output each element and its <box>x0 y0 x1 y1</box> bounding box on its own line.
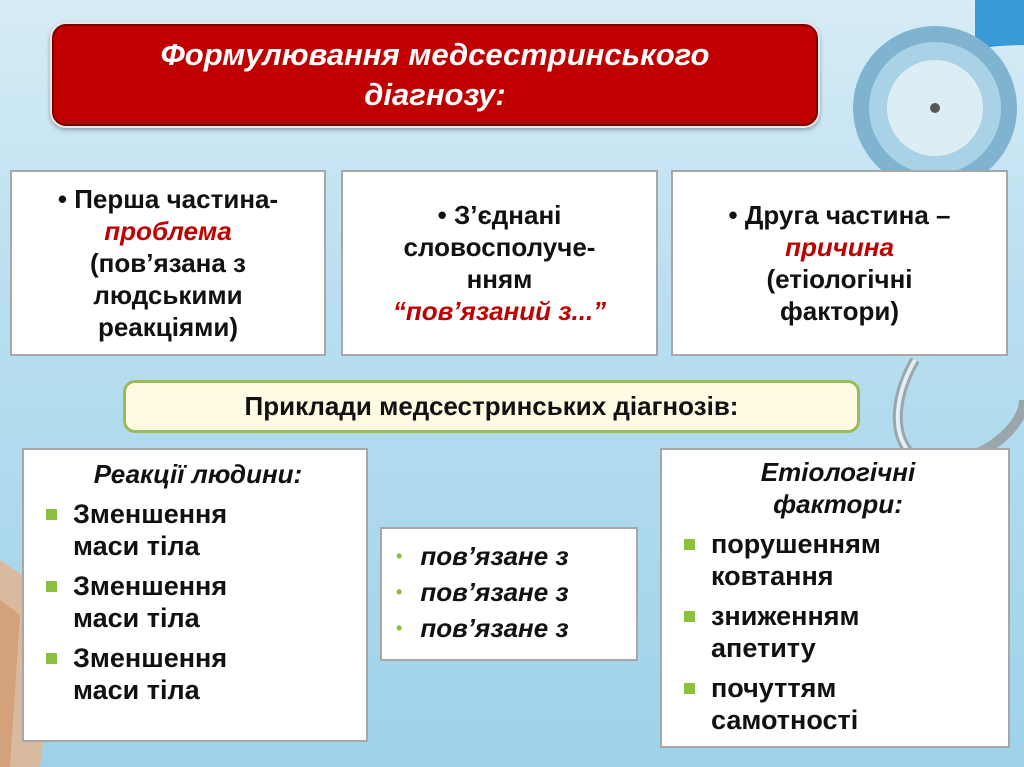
first-part-box <box>10 170 326 356</box>
square-bullet-icon <box>46 581 57 592</box>
list-item: почуттям самотності <box>678 672 998 736</box>
list-item: Зменшення маси тіла <box>40 642 356 706</box>
list-item: Зменшення маси тіла <box>40 498 356 562</box>
bullet: • <box>437 200 447 230</box>
second-part-highlight: причина <box>785 232 894 262</box>
etiology-heading: Етіологічні фактори: <box>760 457 916 519</box>
joined-part-label: З’єднані <box>453 200 562 230</box>
examples-heading: Приклади медсестринських діагнозів: <box>123 380 860 433</box>
bullet: • <box>728 200 738 230</box>
bullet: • <box>396 546 403 566</box>
reactions-heading: Реакції людини: <box>93 459 303 489</box>
square-bullet-icon <box>684 683 695 694</box>
bullet: • <box>57 184 67 214</box>
second-part-label: Друга частина – <box>744 200 951 230</box>
list-item: • пов’язане з <box>388 610 636 646</box>
joined-part-highlight: “пов’язаний з...” <box>392 296 607 326</box>
square-bullet-icon <box>684 539 695 550</box>
first-part-highlight: проблема <box>104 216 232 246</box>
first-part-line3: (пов’язана з <box>90 248 246 278</box>
second-part-box <box>671 170 1008 356</box>
square-bullet-icon <box>684 611 695 622</box>
second-part-line4: фактори) <box>779 296 900 326</box>
list-item: Зменшення маси тіла <box>40 570 356 634</box>
joined-part-line3: нням <box>466 264 533 294</box>
square-bullet-icon <box>46 509 57 520</box>
title-line-2: діагнозу: <box>364 77 506 112</box>
list-item: • пов’язане з <box>388 574 636 610</box>
joined-part-line2: словосполуче- <box>403 232 596 262</box>
first-part-line5: реакціями) <box>97 312 239 342</box>
title-line-1: Формулювання медсестринського <box>160 37 710 72</box>
second-part-line3: (етіологічні <box>766 264 913 294</box>
square-bullet-icon <box>46 653 57 664</box>
list-item: порушенням ковтання <box>678 528 998 592</box>
reactions-box <box>22 448 368 742</box>
connectors-box <box>380 527 638 661</box>
bullet: • <box>396 618 403 638</box>
first-part-line4: людськими <box>93 280 243 310</box>
bullet: • <box>396 582 403 602</box>
list-item: • пов’язане з <box>388 538 636 574</box>
joined-part-box <box>341 170 658 356</box>
first-part-label: Перша частина- <box>74 184 279 214</box>
list-item: зниженням апетиту <box>678 600 998 664</box>
etiology-box <box>660 448 1010 748</box>
page-title <box>50 22 820 128</box>
